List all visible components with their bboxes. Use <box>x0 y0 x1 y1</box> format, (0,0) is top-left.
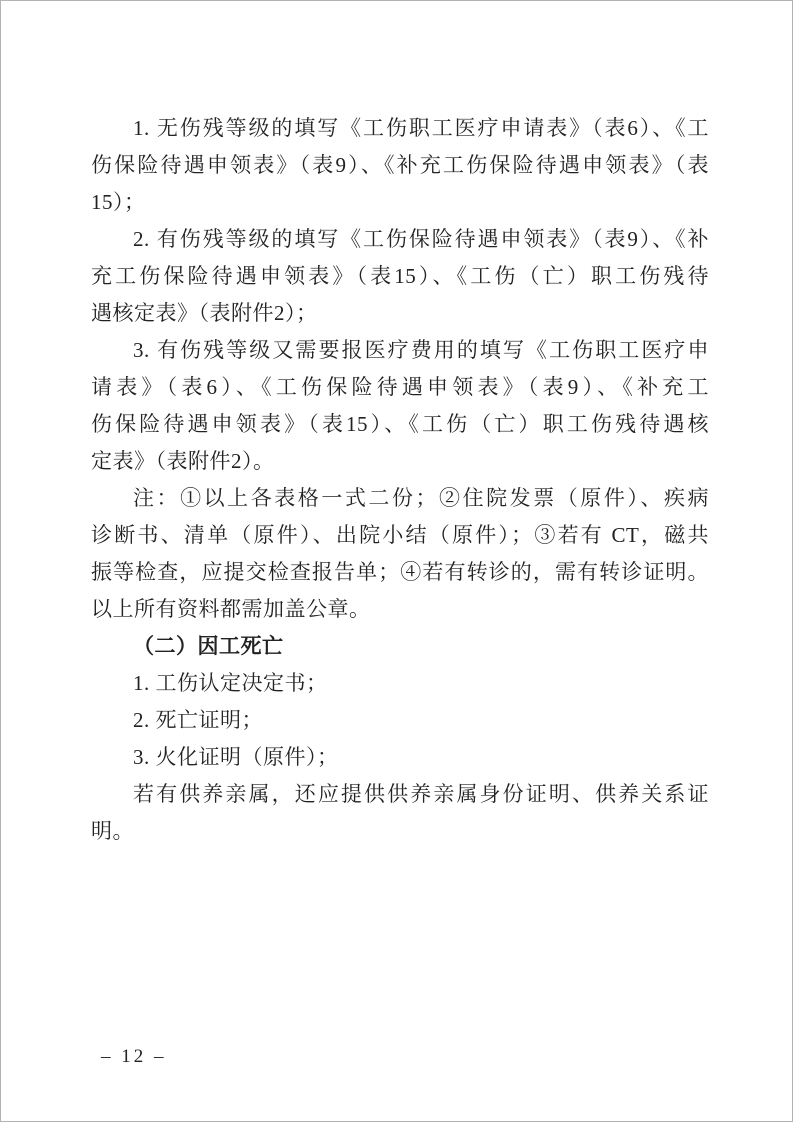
text-line: 定表》（表附件2）。 <box>91 449 275 473</box>
text-line: 振等检查，应提交检查报告单；④若有转诊的，需有转诊证明。 <box>91 560 709 584</box>
paragraph <box>91 739 709 776</box>
text-line: 遇核定表》（表附件2）； <box>91 301 318 325</box>
text-line: 3. 火化证明（原件）； <box>133 745 339 769</box>
text-line: 伤保险待遇申领表》（表15）、《工伤（亡）职工伤残待遇核 <box>91 412 709 436</box>
text-line: 明。 <box>91 819 134 843</box>
section-heading <box>91 628 709 665</box>
paragraph <box>91 332 709 480</box>
page-number: – 12 – <box>101 1046 167 1067</box>
document-body <box>91 110 709 850</box>
text-line: 注：①以上各表格一式二份；②住院发票（原件）、疾病 <box>133 486 709 510</box>
text-line: 3. 有伤残等级又需要报医疗费用的填写《工伤职工医疗申 <box>133 338 709 362</box>
paragraph <box>91 665 709 702</box>
text-line: 若有供养亲属，还应提供供养亲属身份证明、供养关系证 <box>133 782 709 806</box>
paragraph <box>91 480 709 628</box>
paragraph <box>91 776 709 850</box>
text-line: 1. 无伤残等级的填写《工伤职工医疗申请表》（表6）、《工 <box>133 116 709 140</box>
text-line: 充工伤保险待遇申领表》（表15）、《工伤（亡）职工伤残待 <box>91 264 709 288</box>
text-line: 15）； <box>91 190 146 214</box>
paragraph <box>91 221 709 332</box>
paragraph <box>91 110 709 221</box>
text-line: 以上所有资料都需加盖公章。 <box>91 597 371 621</box>
text-line: 1. 工伤认定决定书； <box>133 671 328 695</box>
text-line: 诊断书、清单（原件）、出院小结（原件）；③若有 CT，磁共 <box>91 523 709 547</box>
text-line: 2. 死亡证明； <box>133 708 263 732</box>
text-line: 请表》（表6）、《工伤保险待遇申领表》（表9）、《补充工 <box>91 375 709 399</box>
paragraph <box>91 702 709 739</box>
text-line: 2. 有伤残等级的填写《工伤保险待遇申领表》（表9）、《补 <box>133 227 709 251</box>
text-line: （二）因工死亡 <box>133 634 284 658</box>
text-line: 伤保险待遇申领表》（表9）、《补充工伤保险待遇申领表》（表 <box>91 153 709 177</box>
